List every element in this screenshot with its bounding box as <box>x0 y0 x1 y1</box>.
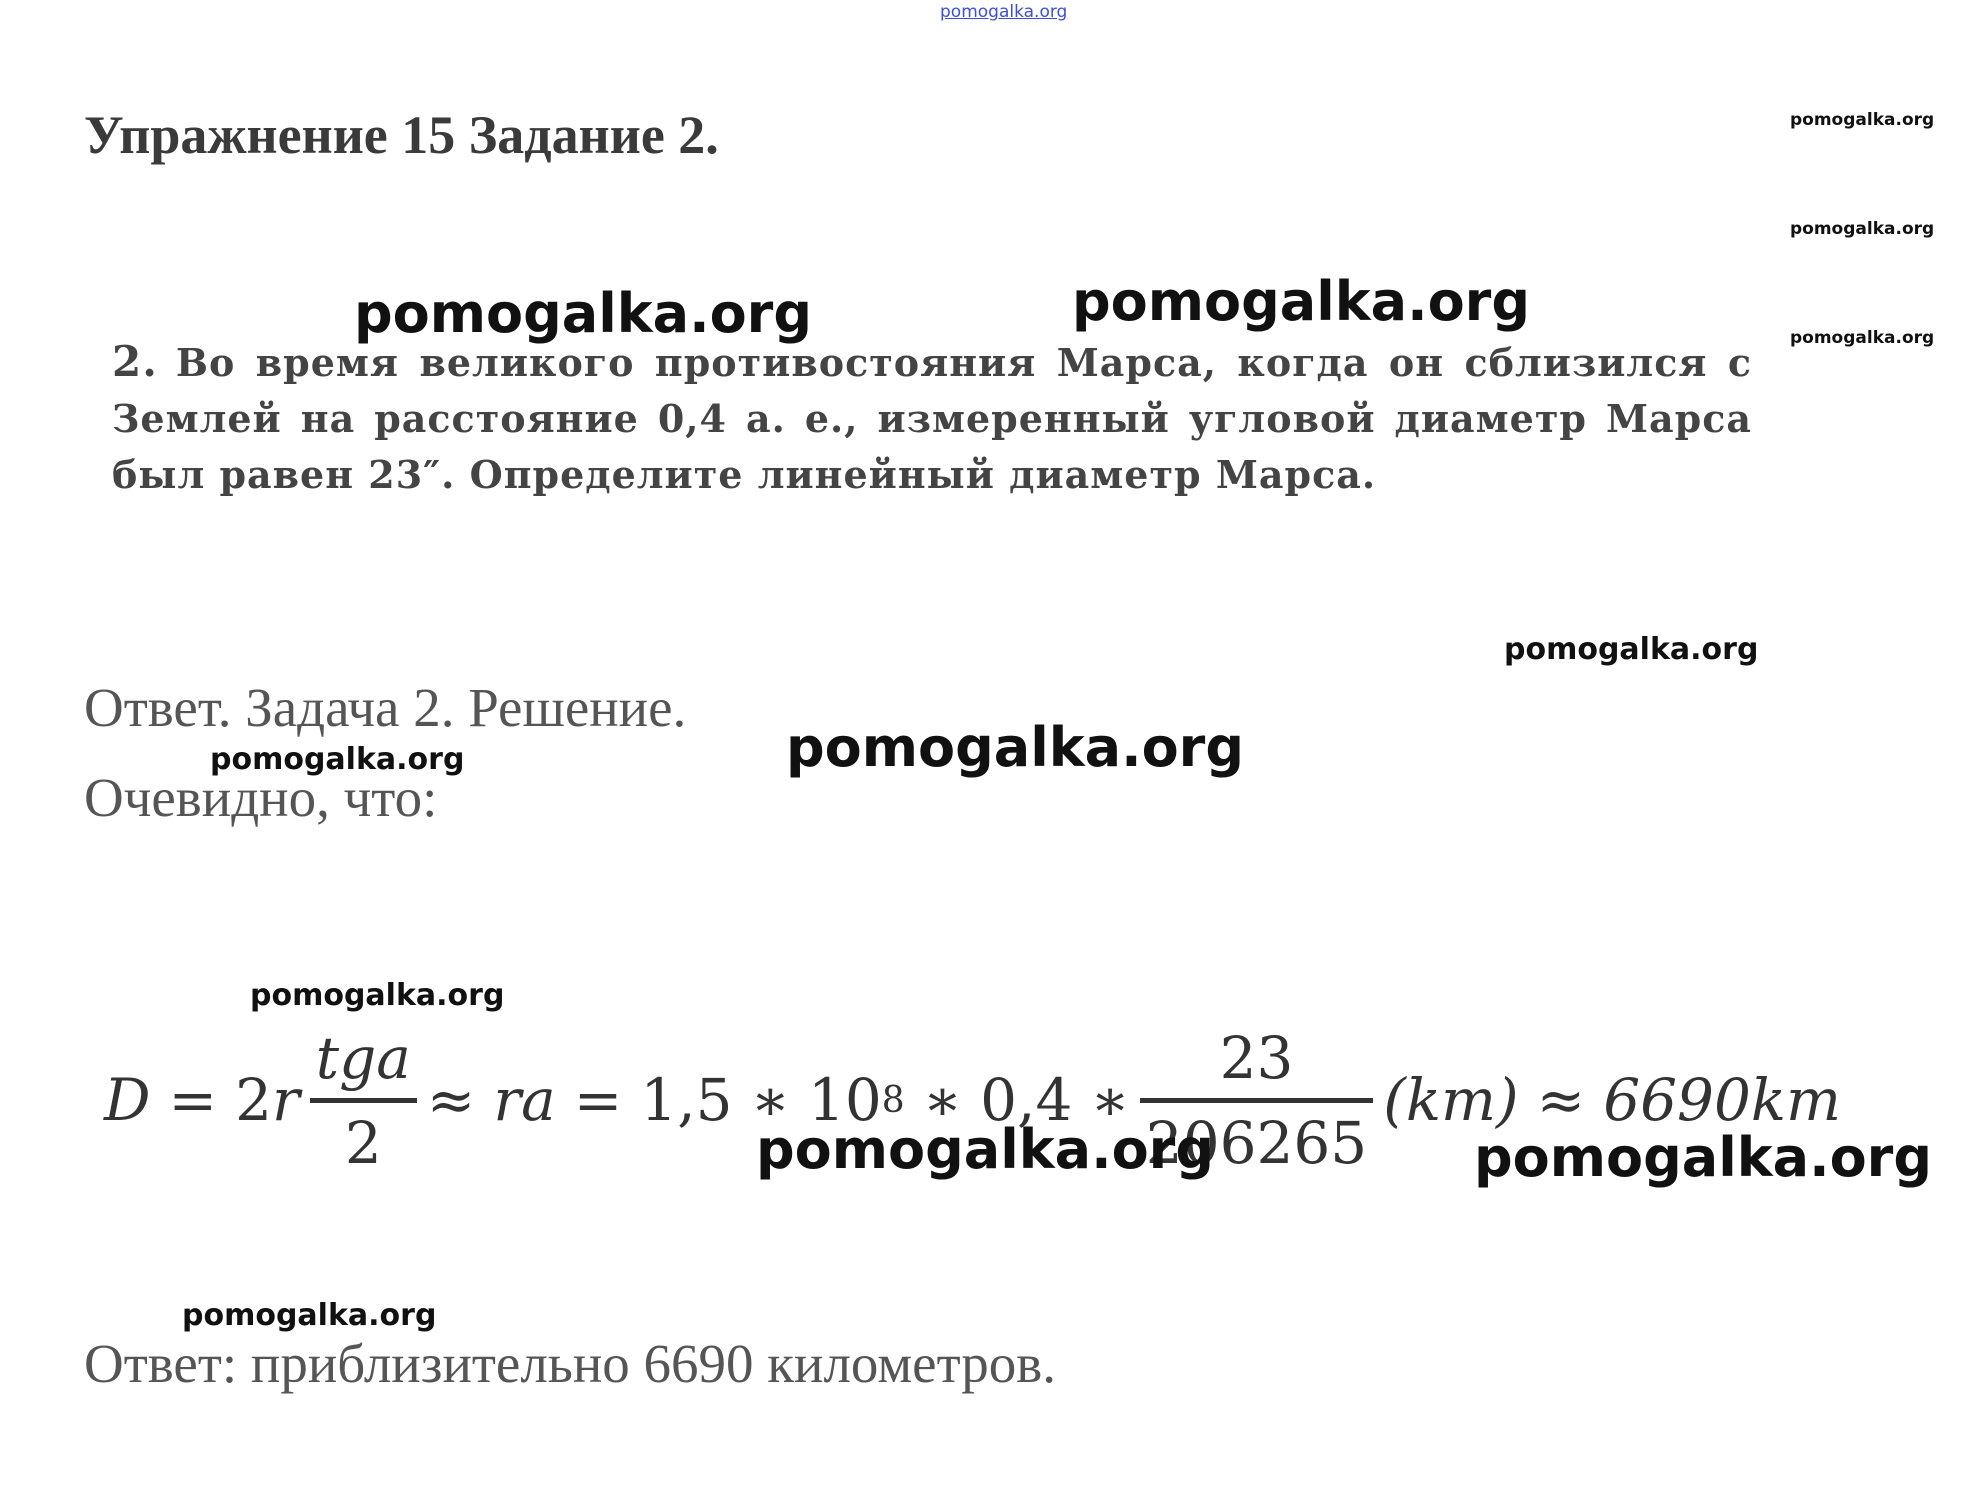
formula-exponent: 8 <box>881 1079 905 1121</box>
formula-mul2: ∗ <box>922 1066 963 1134</box>
formula-approx1: ≈ <box>426 1066 476 1134</box>
watermark: pomogalka.org <box>1790 110 1935 130</box>
task-statement <box>112 334 1752 503</box>
watermark: pomogalka.org <box>756 1118 1214 1181</box>
fraction-tga <box>310 1018 417 1183</box>
watermark: pomogalka.org <box>786 716 1244 779</box>
site-link[interactable]: pomogalka.org <box>940 2 1068 22</box>
watermark: pomogalka.org <box>182 1298 437 1333</box>
final-answer: Ответ: приблизительно 6690 километров. <box>84 1333 1057 1394</box>
watermark: pomogalka.org <box>1474 1126 1932 1189</box>
task-text: Во время великого противостояния Марса, когда он сблизился с Землей на расстояние 0,4 а. е., измеренный угловой диаметр Марса был равен 23″. Определите линейный диаметр Марса. <box>112 340 1752 497</box>
watermark: pomogalka.org <box>210 742 465 777</box>
fraction-arcsec-denominator: 206265 <box>1145 1108 1368 1177</box>
formula-coef: 2 <box>235 1066 273 1134</box>
answer-heading: Ответ. Задача 2. Решение. <box>84 677 687 738</box>
formula-val2: 0,4 <box>980 1066 1073 1134</box>
formula-mul3: ∗ <box>1090 1066 1130 1134</box>
fraction-arcsec-numerator: 23 <box>1219 1023 1294 1092</box>
watermark: pomogalka.org <box>1504 632 1759 667</box>
formula-lhs: D <box>104 1066 151 1134</box>
page-title: Упражнение 15 Задание 2. <box>84 105 719 165</box>
obvious-line: Очевидно, что: <box>84 767 438 828</box>
formula-val1: 1,5 <box>640 1066 733 1134</box>
watermark: pomogalka.org <box>1790 219 1935 239</box>
watermark: pomogalka.org <box>1072 270 1530 333</box>
formula-ra: ra <box>493 1066 556 1134</box>
watermark: pomogalka.org <box>250 978 505 1013</box>
formula-base: 10 <box>807 1066 882 1134</box>
watermark: pomogalka.org <box>1790 328 1935 348</box>
watermark: pomogalka.org <box>354 282 812 345</box>
fraction-tga-numerator: tga <box>315 1023 411 1092</box>
formula-eq2: = <box>573 1066 623 1134</box>
formula-approx2: ≈ <box>1536 1066 1586 1134</box>
formula-mul1: ∗ <box>750 1066 790 1134</box>
formula-eq1: = <box>168 1066 218 1134</box>
formula-unit: (km) <box>1383 1066 1519 1134</box>
task-number: 2. <box>112 337 158 386</box>
fraction-tga-denominator: 2 <box>344 1108 382 1177</box>
formula-result: 6690km <box>1603 1066 1841 1134</box>
formula-r: r <box>272 1066 300 1134</box>
